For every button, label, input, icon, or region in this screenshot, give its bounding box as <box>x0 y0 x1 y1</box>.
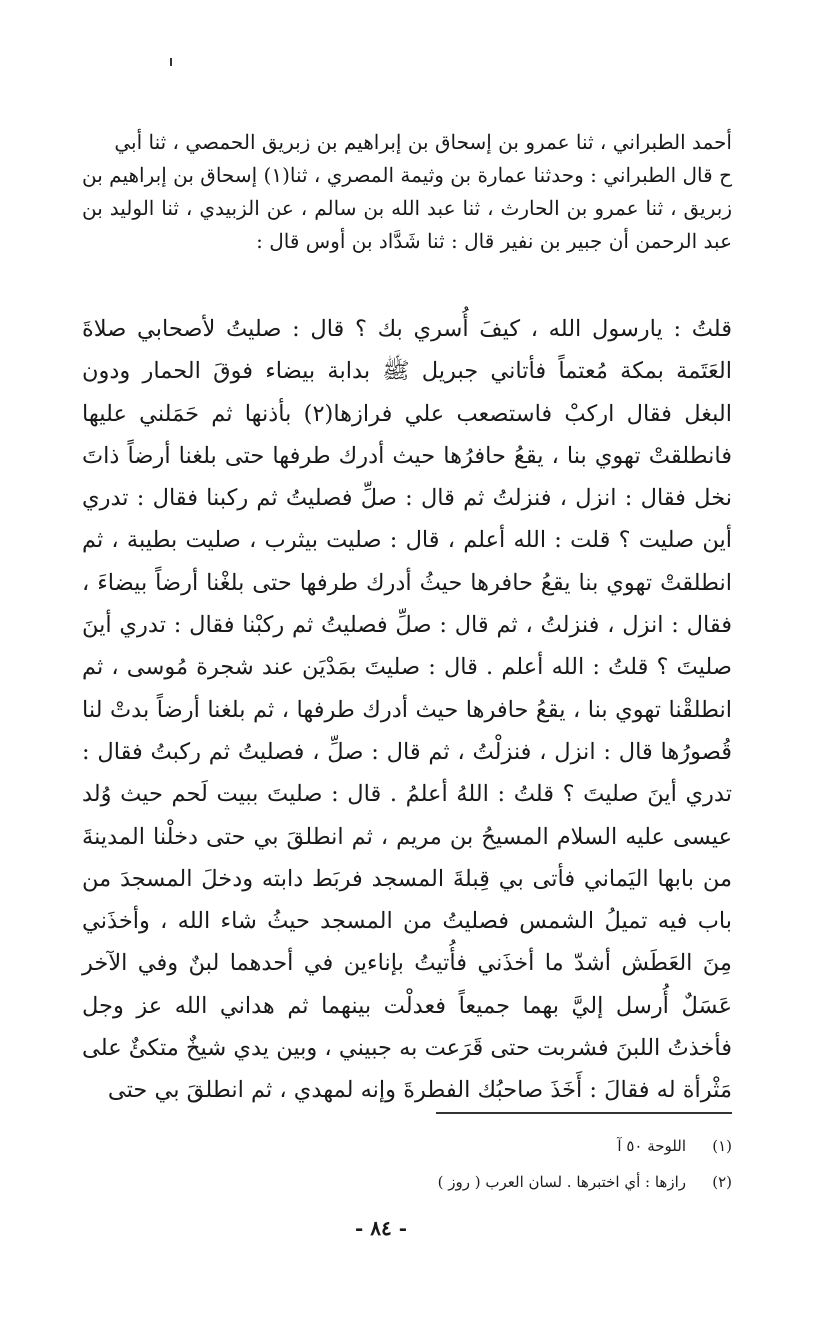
footnotes <box>132 1128 732 1200</box>
footnote-1 <box>132 1128 732 1164</box>
footnote-text: اللوحة ٥٠ آ <box>617 1137 686 1155</box>
footnote-2 <box>132 1164 732 1200</box>
isnad-line-1: أحمد الطبراني ، ثنا عمرو بن إسحاق بن إبراهيم بن زبريق الحمصي ، ثنا أبي <box>114 130 732 154</box>
scan-mark <box>170 58 172 66</box>
footnote-divider <box>436 1112 732 1114</box>
isnad-block <box>82 126 732 258</box>
isnad-line-2: ح قال الطبراني : وحدثنا عمارة بن وثيمة المصري ، ثنا(١) إسحاق بن إبراهيم بن زبريق ، ثنا عمرو بن الحارث ، ثنا عبد الله بن سالم ، عن الزبيدي ، ثنا الوليد بن عبد الرحمن أن جبير بن نفير قال : ثنا شَدَّاد بن أوس قال : <box>82 163 732 253</box>
footnote-text: رازها : أي اختبرها . لسان العرب ( روز ) <box>437 1173 686 1191</box>
page-number: - ٨٤ - <box>354 1216 407 1240</box>
footnote-number: (١) <box>712 1137 732 1155</box>
hadith-text: قلتُ : يارسول الله ، كيفَ أُسري بك ؟ قال : صليتُ لأصحابي صلاةَ العَتَمة بمكة مُعتماً فأتاني جبريل ﷺ بدابة بيضاء فوقَ الحمار ودون البغل فقال اركبْ فاستصعب علي فرازها(٢) بأذنها ثم حَمَلني عليها فانطلقتْ تهوي بنا ، يقعُ حافرُها حيث أدرك طرفها حتى بلغنا أرضاً ذاتَ نخل فقال : انزل ، فنزلتُ ثم قال : صلِّ فصليتُ ثم ركبنا فقال : تدري أين صليت ؟ قلت : الله أعلم ، قال : صليت بيثرب ، صليت بطيبة ، ثم انطلقتْ تهوي بنا يقعُ حافرها حيثُ أدرك طرفها حتى بلغْنا أرضاً بيضاءَ ، فقال : انزل ، فنزلتُ ، ثم قال : صلِّ فصليتُ ثم ركبْنا فقال : تدري أينَ صليتَ ؟ قلتُ : الله أعلم . قال : صليتَ بمَدْيَن عند شجرة مُوسى ، ثم انطلقْنا تهوي بنا ، يقعُ حافرها حيث أدرك طرفها ، ثم بلغنا أرضاً بدتْ لنا قُصورُها قال : انزل ، فنزلْتُ ، ثم قال : صلِّ ، فصليتُ ثم ركبتُ فقال : تدري أينَ صليتَ ؟ قلتُ : اللهُ أعلمُ . قال : صليتَ ببيت لَحم حيث وُلد عيسى عليه السلام المسيحُ بن مريم ، ثم انطلقَ بي حتى دخلْنا المدينةَ من بابها اليَماني فأتى بي قِبلةَ المسجد فربَط دابته ودخلَ المسجدَ من باب فيه تميلُ الشمس فصليتُ من المسجد حيثُ شاء الله ، وأخذَني مِنَ العَطَش أشدّ ما أخذَني فأُتيتُ بإناءين في أحدهما لبنٌ وفي الآخر عَسَلٌ أُرسل إليَّ بهما جميعاً فعدلْت بينهما ثم هداني الله عز وجل فأخذتُ اللبنَ فشربت حتى قَرَعت به جبيني ، وبين يدي شيخٌ متكئٌ على مَثْرأة له فقالَ : أَخَذَ صاحبُك الفطرةَ وإنه لمهدي ، ثم انطلقَ بي حتى <box>82 316 732 1104</box>
footnote-number: (٢) <box>712 1173 732 1191</box>
